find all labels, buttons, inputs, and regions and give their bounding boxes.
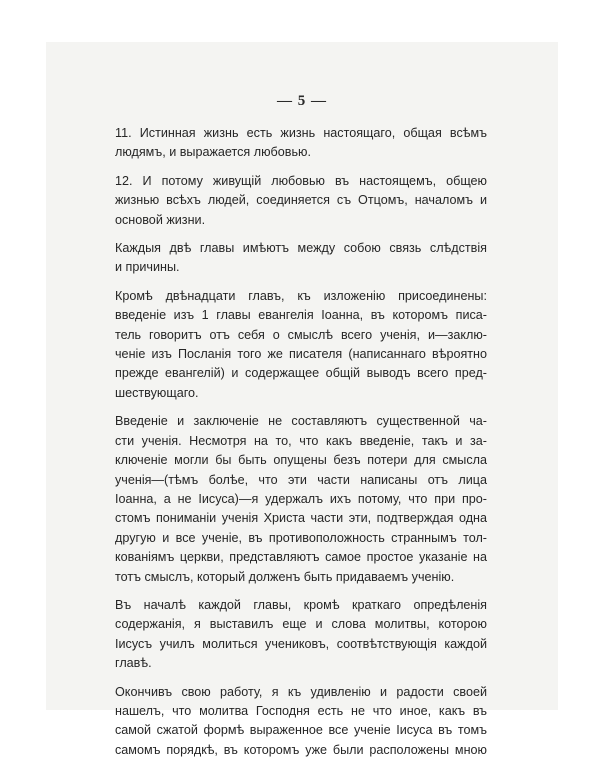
text-line: Въ началѣ каждой главы, кромѣ краткаго опредѣленія bbox=[115, 597, 487, 612]
paragraph-finish bbox=[115, 683, 487, 760]
text-line: шествующаго. bbox=[115, 385, 199, 400]
text-line: Іисусъ училъ молиться учениковъ, соотвѣтствующія каждой bbox=[115, 636, 487, 651]
paragraph-chapter-links bbox=[115, 239, 487, 278]
body-text bbox=[115, 124, 487, 760]
text-line: самомъ порядкѣ, въ которомъ уже были расположены мною bbox=[115, 742, 487, 757]
text-line: Кромѣ двѣнадцати главъ, къ изложенію присоединены: bbox=[115, 288, 487, 303]
text-line: Каждыя двѣ главы имѣютъ между собою связь слѣдствія bbox=[115, 241, 487, 256]
text-line: сти ученія. Несмотря на то, что какъ введеніе, такъ и за- bbox=[115, 433, 487, 448]
text-line: Іоанна, а не Іисуса)—я удержалъ ихъ потому, что при про- bbox=[115, 491, 487, 506]
text-line: и причины. bbox=[115, 260, 180, 275]
text-line: 11. Истинная жизнь есть жизнь настоящаго, общая всѣмъ bbox=[115, 126, 487, 140]
paragraph-11 bbox=[115, 124, 487, 163]
page-number-header: — 5 — bbox=[277, 93, 327, 109]
text-line: нашелъ, что молитва Господня есть не что иное, какъ въ bbox=[115, 703, 487, 718]
paragraph-12 bbox=[115, 172, 487, 230]
text-line: 12. И потому живущій любовью въ настоящемъ, общею bbox=[115, 173, 487, 188]
text-line: Введеніе и заключеніе не составляютъ существенной ча- bbox=[115, 414, 487, 429]
text-line: самой сжатой формѣ выраженное все ученіе Іисуса въ томъ bbox=[115, 723, 487, 738]
text-line: ключеніе могли бы быть опущены безъ потери для смысла bbox=[115, 453, 487, 468]
paragraph-additions bbox=[115, 287, 487, 403]
text-line: жизнью всѣхъ людей, соединяется съ Отцомъ, началомъ и bbox=[115, 193, 487, 208]
paragraph-prayer bbox=[115, 596, 487, 674]
text-line: содержанія, я выставилъ еще и слова молитвы, которою bbox=[115, 617, 487, 632]
text-line: Окончивъ свою работу, я къ удивленію и радости своей bbox=[115, 684, 487, 699]
text-line: тель говоритъ отъ себя о смыслѣ всего ученія, и—заклю- bbox=[115, 327, 487, 342]
text-line: основой жизни. bbox=[115, 212, 206, 227]
text-line: кованіямъ церкви, представляютъ самое простое указаніе на bbox=[115, 550, 487, 565]
text-line: ученія—(тѣмъ болѣе, что эти части написаны отъ лица bbox=[115, 472, 487, 487]
paragraph-intro-conclusion bbox=[115, 412, 487, 587]
text-line: тотъ смыслъ, который долженъ быть придаваемъ ученію. bbox=[115, 569, 455, 584]
text-line: введеніе изъ 1 главы евангелія Іоанна, въ которомъ писа- bbox=[115, 308, 487, 323]
text-line: стомъ пониманіи ученія Христа части эти, подтверждая одна bbox=[115, 511, 487, 526]
text-line: людямъ, и выражается любовью. bbox=[115, 145, 311, 160]
text-line: другую и все ученіе, въ противоположность страннымъ тол- bbox=[115, 530, 487, 545]
text-line: прежде евангелій) и содержащее общій выводъ всего пред- bbox=[115, 366, 487, 381]
text-line: ченіе изъ Посланія того же писателя (написаннаго вѣроятно bbox=[115, 347, 487, 362]
text-line: главѣ. bbox=[115, 656, 152, 671]
